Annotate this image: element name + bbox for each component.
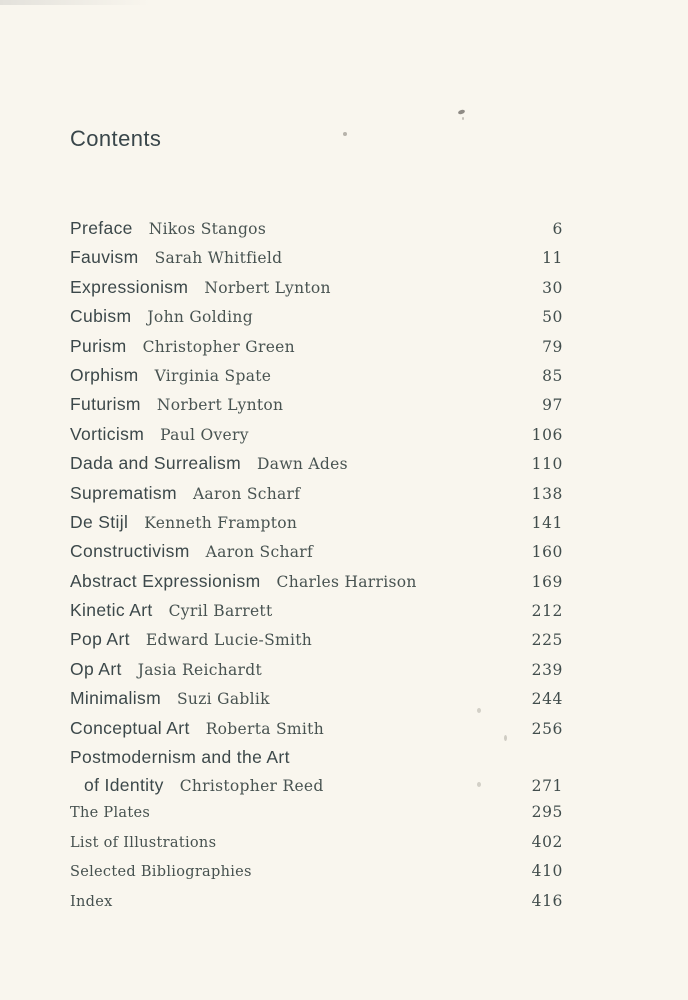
page-number: 50 [542,308,563,327]
page-number: 295 [531,803,563,822]
chapter-author: Kenneth Frampton [144,513,298,532]
scan-artifact [504,735,507,741]
toc-entry [70,449,563,478]
toc-entry [70,361,563,390]
chapter-author: Dawn Ades [257,455,348,474]
page-number: 256 [531,719,563,738]
toc-entry [70,567,563,596]
backmatter-entry [70,798,563,827]
chapter-title: Minimalism [70,688,161,709]
toc-entry-left [70,684,270,714]
toc-entry-left [70,243,282,273]
scan-edge-shadow [0,0,150,5]
toc-entry [70,302,563,331]
chapter-author: Aaron Scharf [205,543,314,562]
chapter-title: of Identity [84,775,164,796]
toc-entry-left [70,214,266,244]
backmatter-entry [70,828,563,857]
toc-entry [70,655,563,684]
toc-entry [70,625,563,654]
toc-entry-left [70,479,300,509]
page-number: 271 [531,777,563,796]
toc-entry [70,743,563,772]
chapter-title: Purism [70,335,127,356]
page-number: 110 [531,455,563,474]
chapter-author: John Golding [147,308,253,327]
toc-entry [70,332,563,361]
toc-entry-left [70,625,312,655]
chapter-title: Vorticism [70,423,145,444]
chapter-author: Jasia Reichardt [137,660,263,679]
toc-entry [70,537,563,566]
toc-entry-left [70,449,348,479]
chapter-title: Pop Art [70,629,130,650]
toc-entry [70,390,563,419]
page-number: 106 [531,425,563,444]
chapter-title: Cubism [70,306,132,327]
scan-artifact [477,708,481,713]
chapter-author: Suzi Gablik [177,690,270,709]
chapter-title: Dada and Surrealism [70,453,242,474]
toc-entry [70,273,563,302]
toc-entry-left [70,361,271,391]
toc-entry [70,508,563,537]
chapter-author: Christopher Green [142,337,295,356]
backmatter-entry [70,887,563,916]
page-number: 402 [531,832,563,851]
toc-entry-left [70,420,249,450]
chapter-author: Cyril Barrett [168,602,273,621]
page-number: 225 [531,631,563,650]
backmatter-label: Index [70,893,113,910]
chapter-author: Virginia Spate [154,366,272,385]
backmatter-label: The Plates [70,805,151,822]
page-number: 30 [542,278,563,297]
toc-entry [70,684,563,713]
chapter-author: Norbert Lynton [204,278,331,297]
page-number: 244 [531,690,563,709]
page-number: 6 [552,220,563,238]
chapter-title: Suprematism [70,482,177,503]
scan-artifact [343,132,347,136]
chapter-author: Nikos Stangos [148,220,267,238]
chapter-author: Charles Harrison [276,572,417,591]
toc-entry [70,420,563,449]
toc-entry [70,714,563,743]
chapter-author: Roberta Smith [205,719,324,738]
chapter-title: Conceptual Art [70,717,190,738]
toc-entry-left [70,655,262,685]
backmatter-entry [70,857,563,886]
chapter-title: Abstract Expressionism [70,570,261,591]
toc-entry-left [70,332,295,362]
chapter-title: Kinetic Art [70,600,153,621]
chapter-title: Futurism [70,394,141,415]
toc-entry [70,479,563,508]
backmatter-label: List of Illustrations [70,834,217,851]
toc-entry-left [70,772,324,799]
page-number: 160 [531,543,563,562]
page-number: 239 [531,660,563,679]
chapter-title: Preface [70,218,133,238]
toc-entry-left [70,743,290,772]
chapter-title: De Stijl [70,511,129,532]
scan-artifact [477,782,481,787]
scan-artifact [462,117,464,120]
chapter-author: Aaron Scharf [192,484,301,503]
page-number: 138 [531,484,563,503]
toc-entry-left [70,567,417,597]
chapter-author: Edward Lucie-Smith [145,631,313,650]
chapter-title: Op Art [70,658,122,679]
page-number: 416 [531,891,563,910]
chapter-title: Expressionism [70,276,189,297]
toc-entry [70,596,563,625]
toc-list [70,214,563,916]
toc-entry-left [70,302,253,332]
scan-artifact [458,109,466,115]
chapter-title: Fauvism [70,247,139,268]
chapter-title: Constructivism [70,541,190,562]
toc-entry [70,214,563,243]
chapter-author: Christopher Reed [179,777,324,796]
toc-entry-left [70,390,283,420]
page-number: 169 [531,572,563,591]
chapter-author: Norbert Lynton [156,396,284,415]
toc-entry [70,243,563,272]
toc-entry [70,772,563,798]
page-number: 212 [531,602,563,621]
chapter-title: Orphism [70,364,139,385]
page-number: 79 [542,337,563,356]
toc-entry-left [70,596,273,626]
toc-entry-left [70,508,297,538]
backmatter-label: Selected Bibliographies [70,864,252,881]
toc-entry-left [70,537,313,567]
page-number: 410 [531,862,563,881]
page-number: 11 [542,249,563,268]
toc-entry-left [70,273,331,303]
page-number: 97 [542,396,563,415]
toc-entry-left [70,714,324,744]
page-number: 141 [531,513,563,532]
chapter-author: Sarah Whitfield [154,249,283,268]
chapter-title: Postmodernism and the Art [70,747,290,768]
page-title: Contents [70,126,162,151]
page-number: 85 [542,366,563,385]
chapter-author: Paul Overy [160,425,249,444]
